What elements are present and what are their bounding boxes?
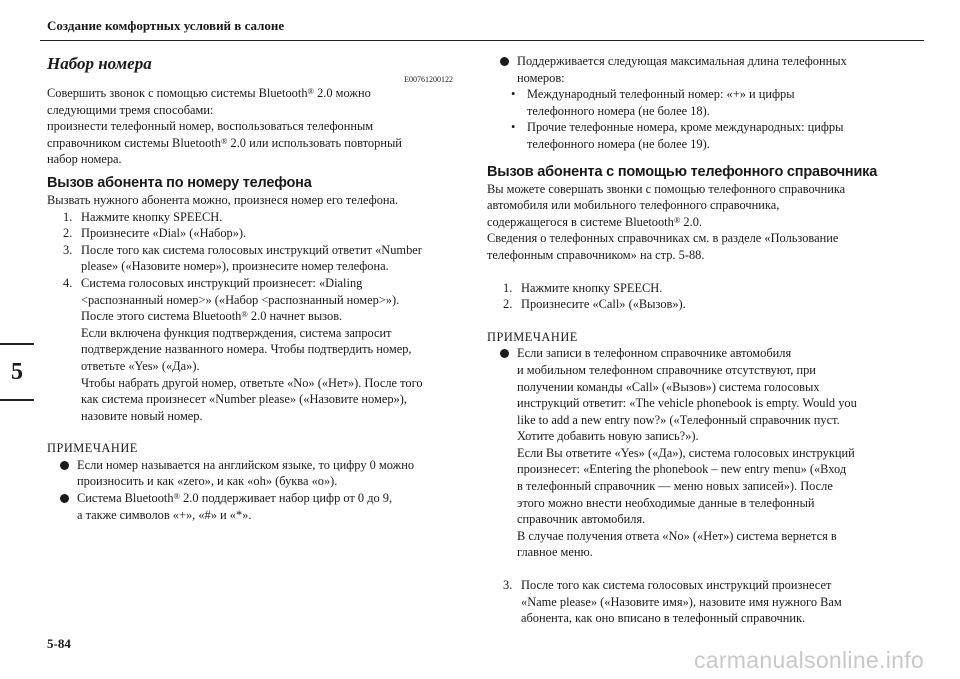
section-heading: Вызов абонента по номеру телефона	[47, 174, 312, 191]
text-line: Международный телефонный номер: «+» и цифры	[527, 87, 795, 102]
step-number: 1.	[63, 209, 73, 224]
list-item	[47, 209, 459, 226]
list-item	[47, 225, 459, 242]
text-line: инструкций ответит: «The vehicle phonebook is empty. Would you	[517, 396, 857, 411]
text-line: «Name please» («Назовите имя»), назовите имя нужного Вам	[521, 594, 842, 609]
text-line: Если записи в телефонном справочнике автомобиля	[517, 346, 792, 361]
step-number: 3.	[63, 242, 73, 257]
list-item	[487, 345, 897, 561]
text-line: в телефонный справочник — меню новых записей»). После	[517, 479, 833, 494]
text-line: а также символов «+», «#» и «*».	[77, 507, 252, 522]
text-line: Хотите добавить новую запись?»).	[517, 429, 699, 444]
step-number: 2.	[503, 297, 513, 312]
intro-paragraph	[47, 85, 459, 168]
list-item	[487, 86, 897, 119]
text-line: Поддерживается следующая максимальная длина телефонных	[517, 54, 847, 68]
section-intro	[487, 181, 897, 264]
text-line: получении команды «Call» («Вызов») система голосовых	[517, 379, 820, 394]
running-header: Создание комфортных условий в салоне	[47, 18, 285, 33]
bullet-icon	[60, 494, 69, 503]
text-line: Совершить звонок с помощью системы Bluetooth® 2.0 можно	[47, 86, 371, 100]
text-line: следующими тремя способами:	[47, 102, 214, 117]
list-item	[47, 275, 459, 424]
text-line: Вы можете совершать звонки с помощью телефонного справочника	[487, 181, 846, 196]
list-item	[487, 280, 897, 297]
text-line: Нажмите кнопку SPEECH.	[521, 280, 663, 295]
text-line: В случае получения ответа «No» («Нет») система вернется в	[517, 528, 837, 543]
section-heading: Вызов абонента с помощью телефонного справочника	[487, 163, 878, 180]
text-line: главное меню.	[517, 545, 593, 560]
bullet-icon	[500, 349, 509, 358]
text-line: Если номер называется на английском языке, то цифру 0 можно	[77, 457, 415, 472]
page-title: Набор номера	[47, 54, 152, 73]
bullet-icon	[500, 57, 509, 66]
text-line: like to add a new entry now?» («Телефонный справочник пуст.	[517, 412, 840, 427]
text-line: произнесет: «Entering the phonebook – new entry menu» («Вход	[517, 462, 847, 477]
text-line: <распознанный номер>» («Набор <распознанный номер>»).	[81, 292, 400, 307]
bullet-icon: •	[511, 120, 516, 135]
section-code: E00761200122	[404, 75, 453, 84]
text-line: Если включена функция подтверждения, система запросит	[81, 325, 392, 340]
bullet-icon: •	[511, 87, 516, 102]
notes-list	[47, 457, 459, 523]
text-line: и мобильном телефонном справочнике отсутствуют, при	[517, 362, 816, 377]
step-number: 1.	[503, 280, 513, 295]
steps-list	[487, 280, 897, 313]
text-line: набор номера.	[47, 152, 122, 167]
text-line: телефонным справочником» на стр. 5-88.	[487, 247, 705, 262]
notes-list	[487, 345, 897, 561]
text-line: телефонного номера (не более 19).	[527, 136, 710, 151]
list-item	[487, 577, 897, 627]
text-line: подтверждение названного номера. Чтобы подтвердить номер,	[81, 342, 412, 357]
text-line: Если Вы ответите «Yes» («Да»), система голосовых инструкций	[517, 445, 855, 460]
list-item	[47, 490, 459, 523]
right-column	[487, 53, 897, 627]
list-item	[47, 242, 459, 275]
text-line: этого можно внести необходимые данные в телефонный	[517, 495, 815, 510]
text-line: Система голосовых инструкций произнесет: «Dialing	[81, 275, 363, 290]
text-line: После того как система голосовых инструкций произнесет	[521, 578, 832, 593]
list-item	[487, 119, 897, 152]
list-item	[487, 296, 897, 313]
text-line: абонента, как оно вписано в телефонный справочник.	[521, 611, 806, 626]
text-line: справочник автомобиля.	[517, 512, 646, 527]
text-line: произносить и как «zero», и как «oh» (буква «o»).	[77, 474, 338, 489]
list-item	[487, 53, 897, 86]
chapter-tab: 5	[0, 343, 34, 401]
text-line: автомобиля или мобильного телефонного справочника,	[487, 198, 780, 213]
sub-list	[487, 86, 897, 152]
text-line: Система Bluetooth® 2.0 поддерживает набор цифр от 0 до 9,	[77, 491, 393, 506]
bullet-icon	[60, 461, 69, 470]
step-number: 4.	[63, 275, 73, 290]
text-line: как система произнесет «Number please» («Назовите номер»),	[81, 392, 407, 407]
text-line: После этого система Bluetooth® 2.0 начнет вызов.	[81, 309, 343, 324]
text-line: телефонного номера (не более 18).	[527, 103, 710, 118]
text-line: Прочие телефонные номера, кроме международных: цифры	[527, 120, 844, 135]
note-label: ПРИМЕЧАНИЕ	[47, 441, 138, 456]
text-line: Чтобы набрать другой номер, ответьте «No» («Нет»). После того	[81, 375, 423, 390]
page-number: 5-84	[47, 636, 71, 651]
text-line: назовите новый номер.	[81, 408, 203, 423]
text-line: справочником системы Bluetooth® 2.0 или использовать повторный	[47, 135, 402, 150]
section-intro: Вызвать нужного абонента можно, произнеся номер его телефона.	[47, 192, 399, 207]
list-item	[47, 457, 459, 490]
watermark: carmanualsonline.info	[693, 647, 924, 673]
step-number: 2.	[63, 226, 73, 241]
text-line: please» («Назовите номер»), произнесите номер телефона.	[81, 259, 389, 274]
text-line: номеров:	[517, 70, 565, 85]
steps-list	[47, 209, 459, 425]
notes-list	[487, 53, 897, 86]
text-line: Нажмите кнопку SPEECH.	[81, 209, 223, 224]
text-line: содержащегося в системе Bluetooth® 2.0.	[487, 214, 702, 229]
text-line: Произнесите «Dial» («Набор»).	[81, 226, 247, 241]
text-line: ответьте «Yes» («Да»).	[81, 358, 200, 373]
left-column	[47, 53, 459, 523]
header-divider	[40, 40, 924, 41]
steps-list	[487, 577, 897, 627]
text-line: Сведения о телефонных справочниках см. в разделе «Пользование	[487, 231, 839, 246]
note-label: ПРИМЕЧАНИЕ	[487, 329, 578, 344]
text-line: произнести телефонный номер, воспользоваться телефонным	[47, 119, 374, 134]
step-number: 3.	[503, 578, 513, 593]
text-line: Произнесите «Call» («Вызов»).	[521, 297, 686, 312]
text-line: После того как система голосовых инструкций ответит «Number	[81, 242, 422, 257]
